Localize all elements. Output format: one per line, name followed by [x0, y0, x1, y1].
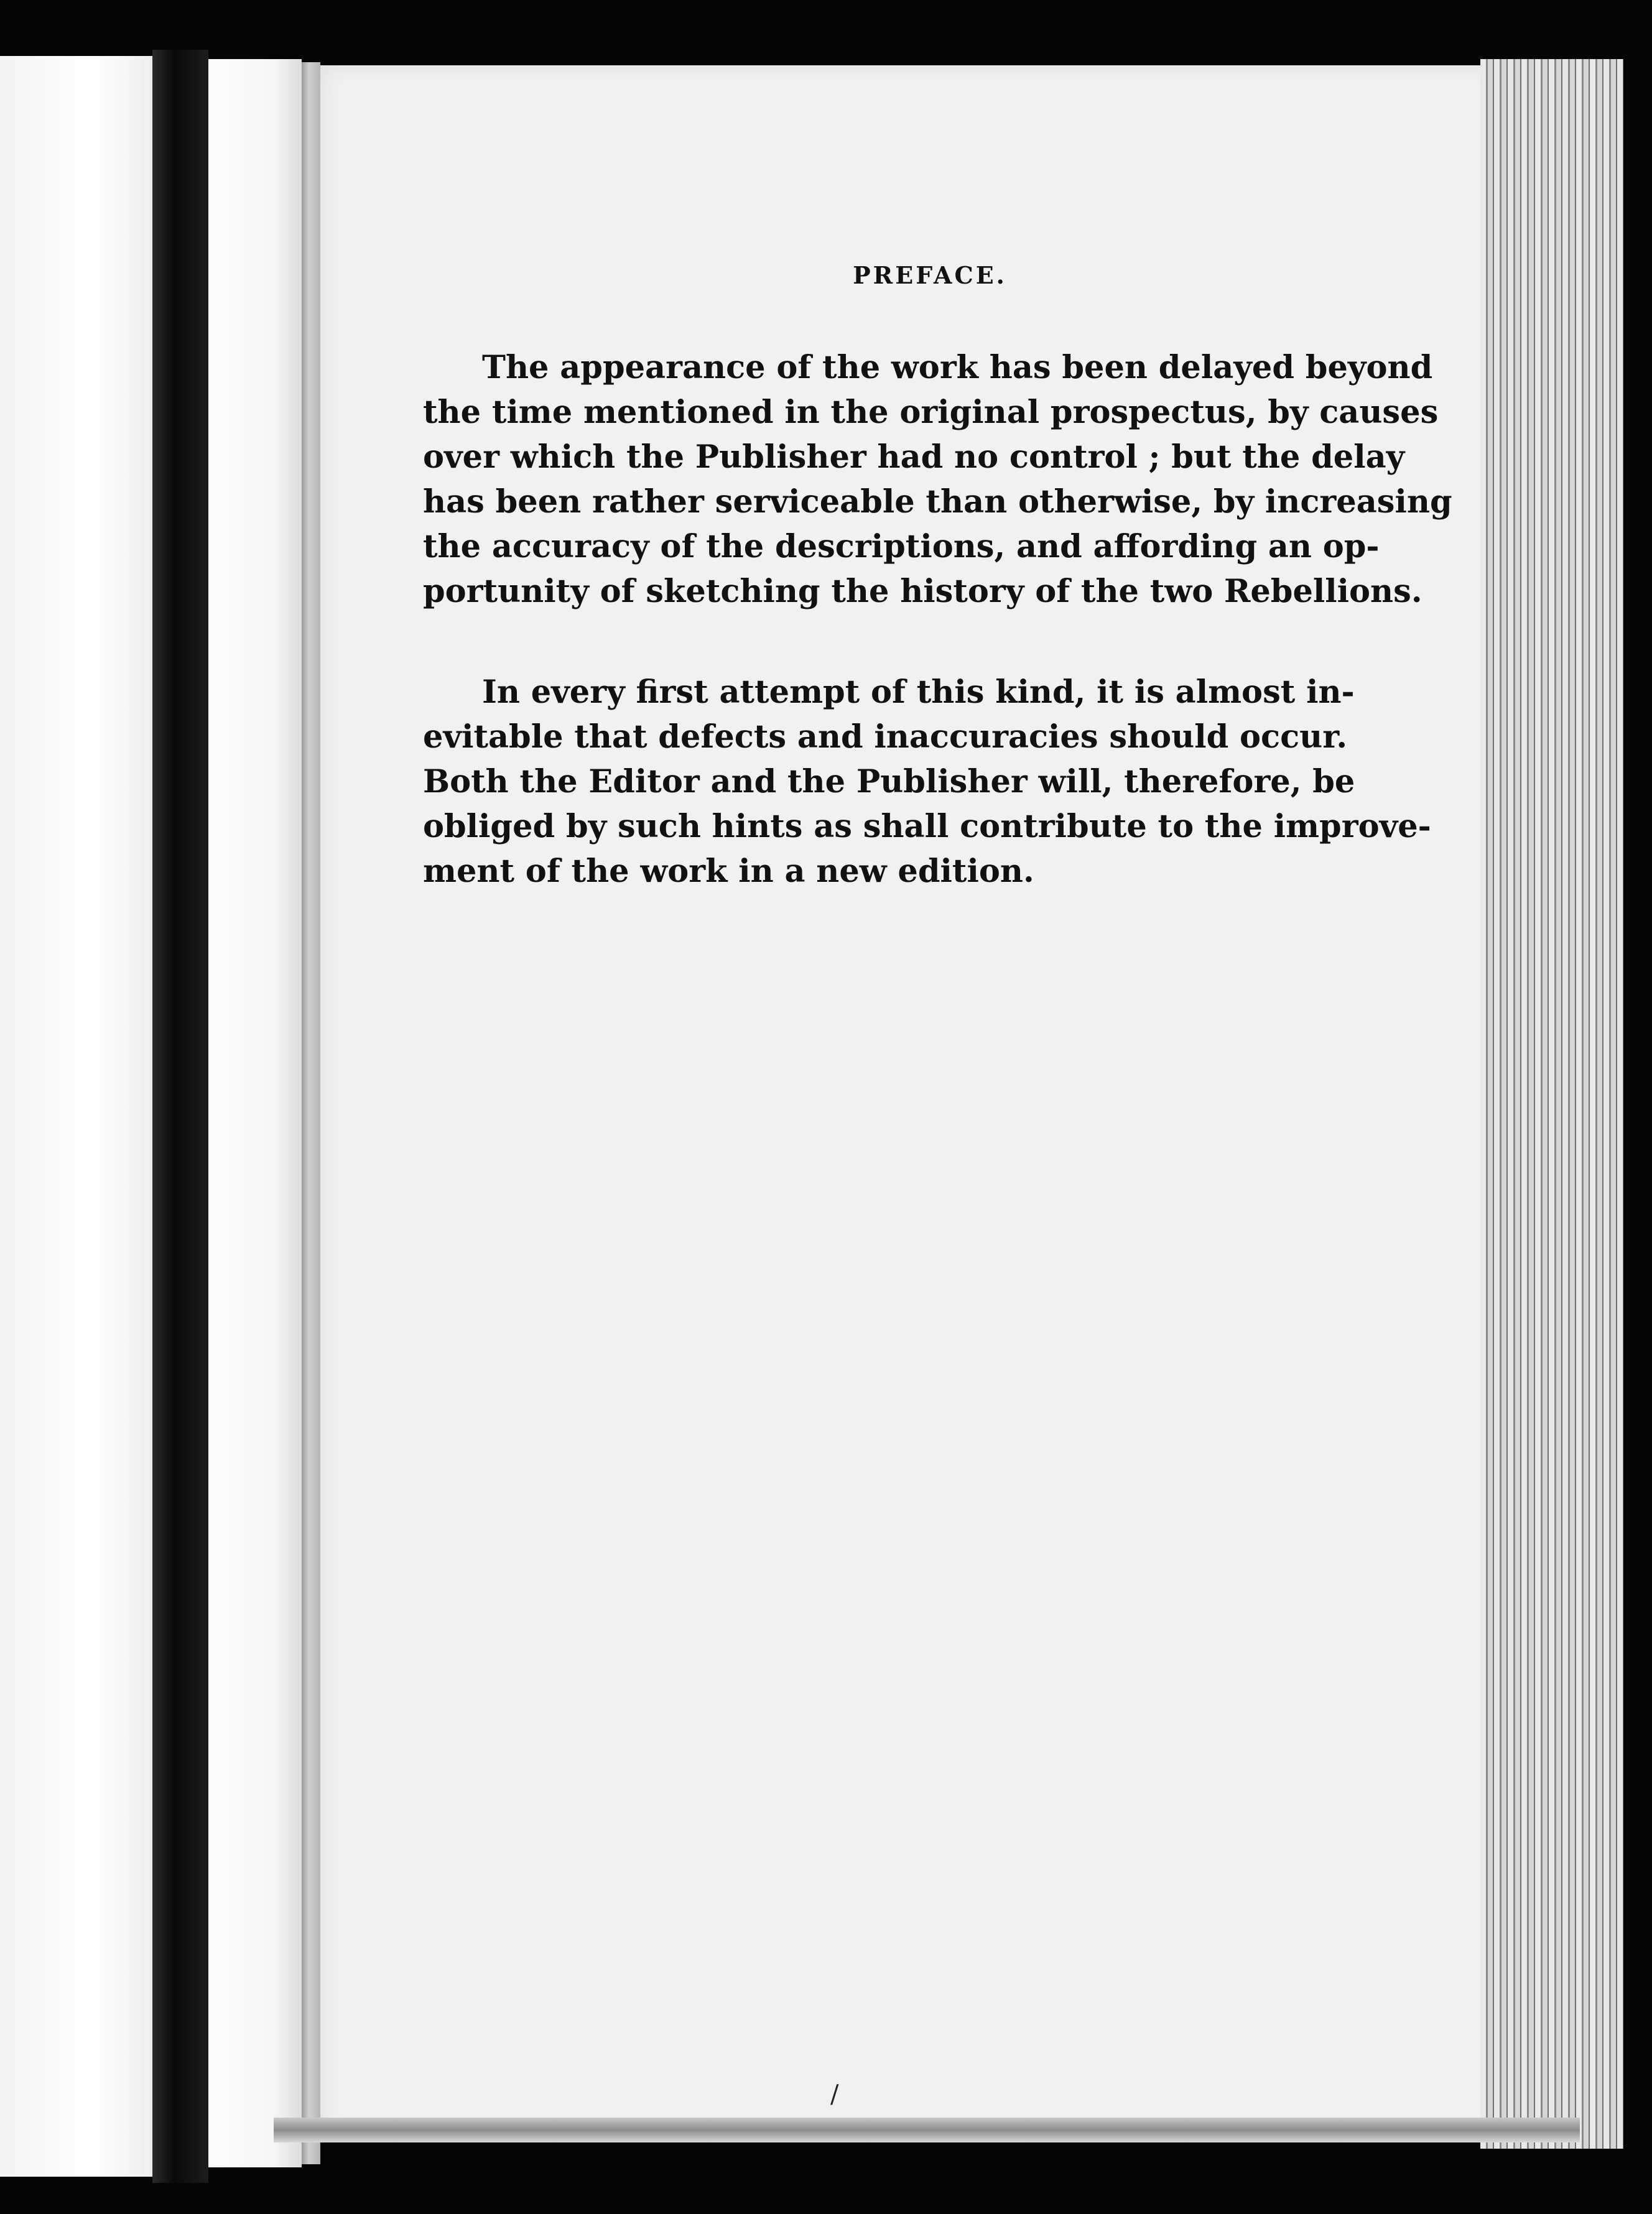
text-line: portunity of sketching the history of the two Rebellions.: [423, 573, 1422, 610]
paragraph-2: [423, 670, 1431, 894]
text-line: over which the Publisher had no control ; but the delay: [423, 438, 1405, 476]
text-line: the time mentioned in the original prospectus, by causes: [423, 394, 1439, 431]
preface-text-block: [423, 261, 1452, 950]
text-line: Both the Editor and the Publisher will, therefore, be: [423, 763, 1355, 800]
text-line: the accuracy of the descriptions, and affording an op-: [423, 528, 1380, 565]
text-line: has been rather serviceable than otherwise, by increasing: [423, 483, 1452, 521]
stacked-page-edges: [1480, 59, 1623, 2149]
text-line: obliged by such hints as shall contribute to the improve-: [423, 808, 1431, 845]
page-fold-shadow: [302, 62, 320, 2164]
book-gutter: [152, 50, 208, 2183]
text-line: The appearance of the work has been delayed beyond: [482, 349, 1433, 386]
text-line: evitable that defects and inaccuracies should occur.: [423, 718, 1348, 756]
text-line: ment of the work in a new edition.: [423, 853, 1034, 890]
text-line: In every first attempt of this kind, it is almost in-: [482, 674, 1355, 711]
bottom-page-edge: [274, 2118, 1580, 2142]
left-facing-page: [0, 56, 152, 2177]
bottom-mark: /: [830, 2080, 839, 2109]
paragraph-1: [423, 345, 1452, 614]
page-heading: PREFACE.: [853, 261, 1007, 289]
page-fold-strip: [208, 59, 302, 2167]
